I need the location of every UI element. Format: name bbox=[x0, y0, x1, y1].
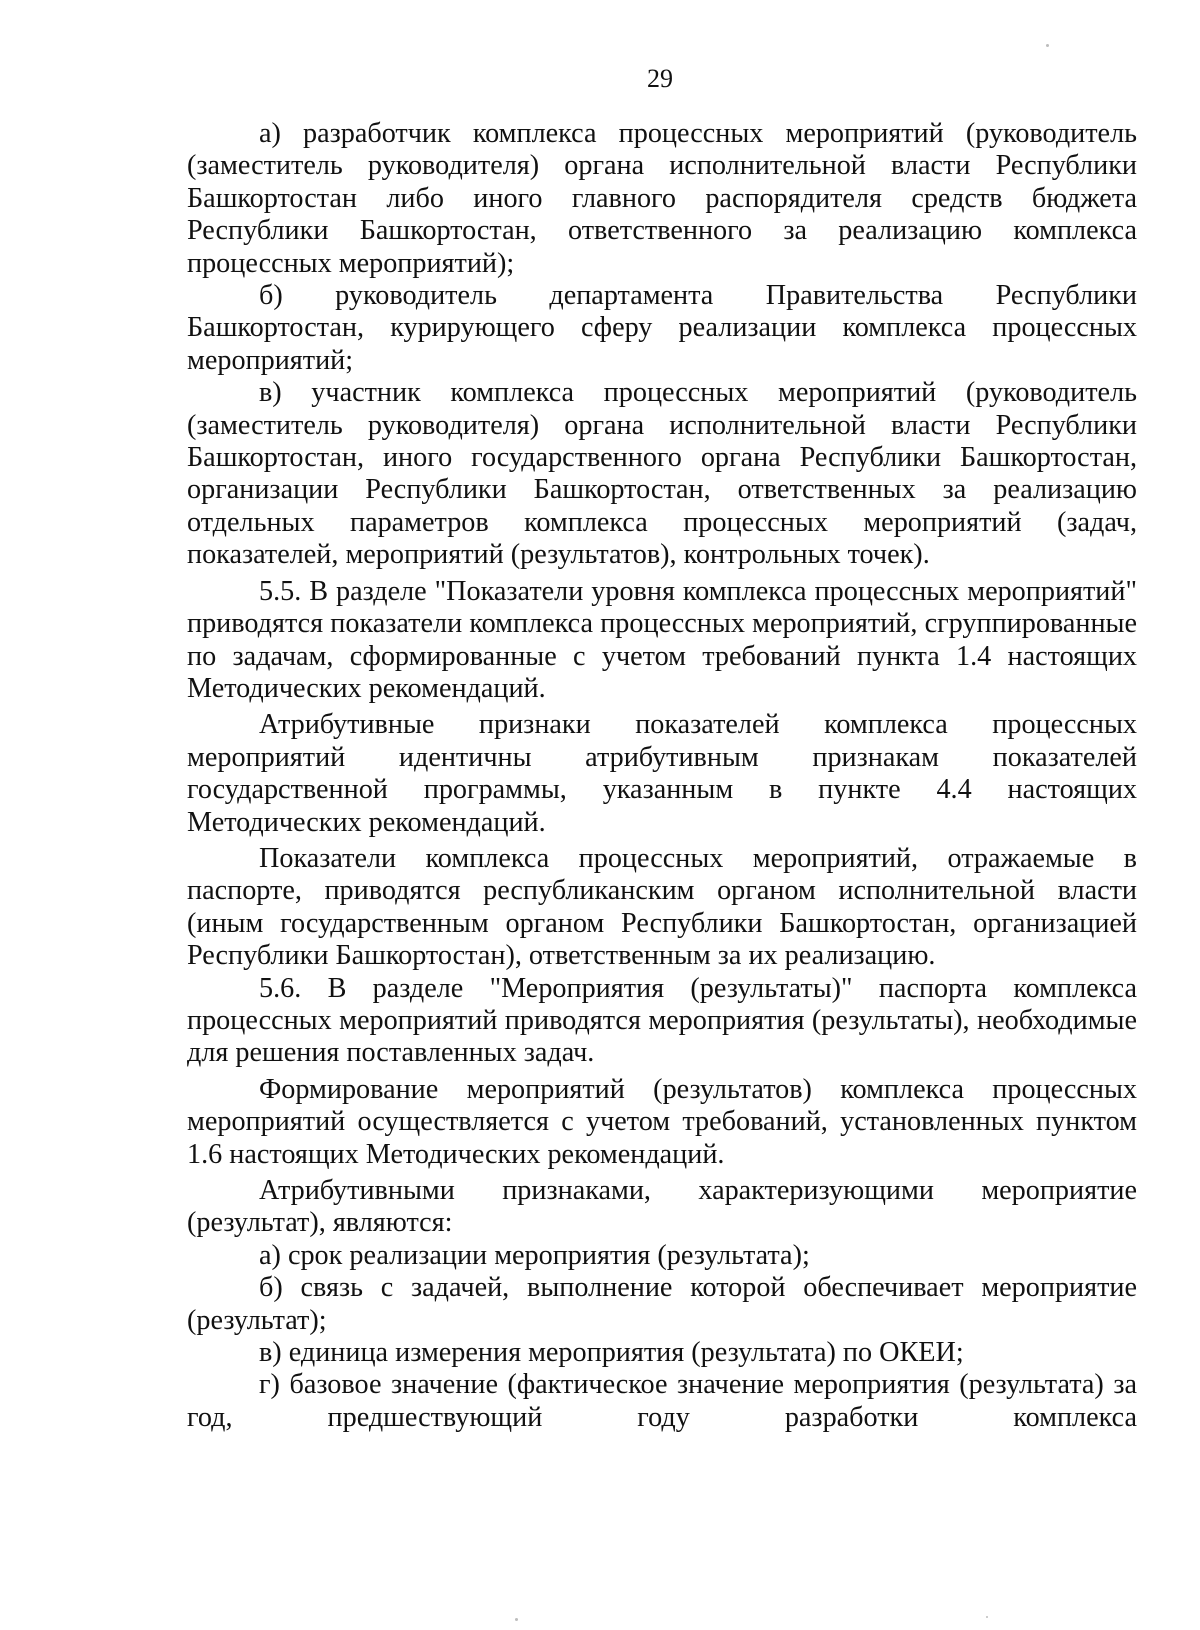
list-item-a-term: а) срок реализации мероприятия (результата); bbox=[259, 1239, 810, 1271]
paragraph-section-5-5: 5.5. В разделе "Показатели уровня комплекса процессных мероприятий" приводятся показатели комплекса процессных мероприятий, сгруппированные по задачам, сформированные с учетом требований пункта 1.4 настоящих Методических рекомендаций. bbox=[187, 575, 1137, 704]
document-body bbox=[187, 118, 1137, 1434]
paragraph-indicators-passport: Показатели комплекса процессных мероприятий, отражаемые в паспорте, приводятся республиканским органом исполнительной власти (иным государственным органом Республики Башкортостан, организацией Республики Башкортостан), ответственным за их реализацию. bbox=[187, 842, 1137, 972]
list-item-v-unit: в) единица измерения мероприятия (результата) по ОКЕИ; bbox=[259, 1337, 964, 1369]
paragraph-attribute-measures: Атрибутивными признаками, характеризующими мероприятие (результат), являются: bbox=[187, 1175, 1137, 1239]
paragraph-item-b-department-head: б) руководитель департамента Правительства Республики Башкортостан, курирующего сферу реализации комплекса процессных мероприятий; bbox=[187, 280, 1137, 376]
paragraph-forming-measures: Формирование мероприятий (результатов) комплекса процессных мероприятий осуществляется с учетом требований, установленных пунктом 1.6 настоящих Методических рекомендаций. bbox=[187, 1073, 1137, 1170]
scan-speck bbox=[986, 1616, 988, 1618]
list-item-g-base-value: г) базовое значение (фактическое значение мероприятия (результата) за год, предшествующий году разработки комплекса bbox=[187, 1369, 1137, 1433]
paragraph-item-v-participant: в) участник комплекса процессных мероприятий (руководитель (заместитель руководителя) органа исполнительной власти Республики Башкортостан, иного государственного органа Республики Башкортостан, организации Республики Башкортостан, ответственных за реализацию отдельных параметров комплекса процессных мероприятий (задач, показателей, мероприятий (результатов), контрольных точек). bbox=[187, 377, 1137, 571]
scan-speck bbox=[515, 1618, 518, 1621]
paragraph-attribute-indicators: Атрибутивные признаки показателей комплекса процессных мероприятий идентичны атрибутивным признакам показателей государственной программы, указанным в пункте 4.4 настоящих Методических рекомендаций. bbox=[187, 709, 1137, 838]
paragraph-section-5-6: 5.6. В разделе "Мероприятия (результаты)" паспорта комплекса процессных мероприятий приводятся мероприятия (результаты), необходимые для решения поставленных задач. bbox=[187, 972, 1137, 1069]
scan-speck bbox=[1046, 44, 1049, 47]
list-item-b-task-link: б) связь с задачей, выполнение которой обеспечивает мероприятие (результат); bbox=[187, 1272, 1137, 1336]
page-number: 29 bbox=[647, 64, 673, 93]
paragraph-item-a-developer: а) разработчик комплекса процессных мероприятий (руководитель (заместитель руководителя) органа исполнительной власти Республики Башкортостан либо иного главного распорядителя средств бюджета Республики Башкортостан, ответственного за реализацию комплекса процессных мероприятий); bbox=[187, 118, 1137, 279]
